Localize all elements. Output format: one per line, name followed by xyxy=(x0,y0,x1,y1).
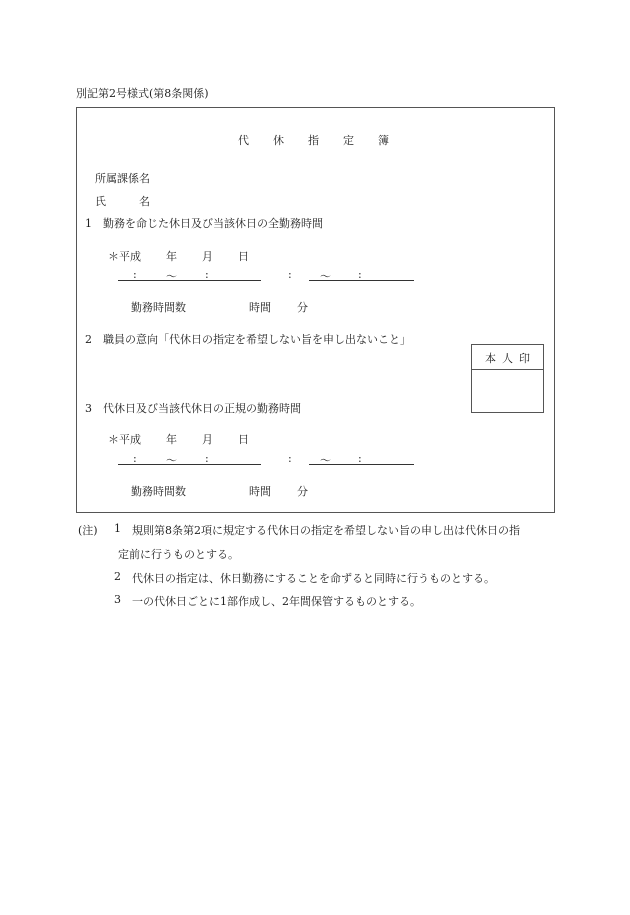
time-underline[interactable] xyxy=(309,280,414,281)
asterisk-marker: ＊ xyxy=(108,250,119,263)
note-text: 一の代休日ごとに1部作成し、2年間保管するものとする。 xyxy=(132,595,421,608)
day-label: 日 xyxy=(238,433,249,446)
year-label: 年 xyxy=(166,433,177,446)
time-separator: : xyxy=(288,452,292,465)
time-underline[interactable] xyxy=(118,464,261,465)
time-tilde: 〜 xyxy=(320,270,331,283)
hours-label: 時間 xyxy=(249,301,271,314)
year-label: 年 xyxy=(166,250,177,263)
time-colon: : xyxy=(133,452,137,465)
note-text: 規則第8条第2項に規定する代休日の指定を希望しない旨の申し出は代休日の指 xyxy=(132,524,520,537)
time-colon: : xyxy=(358,268,362,281)
time-tilde: 〜 xyxy=(166,454,177,467)
time-separator: : xyxy=(288,268,292,281)
time-colon: : xyxy=(133,268,137,281)
note-number: 2 xyxy=(114,570,121,583)
hours-label: 時間 xyxy=(249,485,271,498)
duration-label: 勤務時間数 xyxy=(131,485,186,498)
form-number: 別記第2号様式(第8条関係) xyxy=(76,87,209,100)
seal-label: 本人印 xyxy=(485,352,536,365)
minutes-label: 分 xyxy=(297,301,308,314)
time-colon: : xyxy=(205,452,209,465)
note-number: 1 xyxy=(114,522,121,535)
section1-heading: 1 勤務を命じた休日及び当該休日の全勤務時間 xyxy=(85,217,323,230)
time-underline[interactable] xyxy=(309,464,414,465)
time-tilde: 〜 xyxy=(320,454,331,467)
era-label: 平成 xyxy=(119,250,141,263)
seal-divider xyxy=(472,369,543,370)
month-label: 月 xyxy=(202,433,213,446)
minutes-label: 分 xyxy=(297,485,308,498)
form-title: 代休指定簿 xyxy=(238,134,413,147)
note-number: 3 xyxy=(114,593,121,606)
personal-seal-box[interactable] xyxy=(471,344,544,413)
era-label: 平成 xyxy=(119,433,141,446)
notes-label: (注) xyxy=(78,524,98,537)
department-label: 所属課係名 xyxy=(95,172,150,185)
time-colon: : xyxy=(358,452,362,465)
duration-label: 勤務時間数 xyxy=(131,301,186,314)
note-text: 代休日の指定は、休日勤務にすることを命ずると同時に行うものとする。 xyxy=(132,572,495,585)
section3-heading: 3 代休日及び当該代休日の正規の勤務時間 xyxy=(85,402,301,415)
time-colon: : xyxy=(205,268,209,281)
day-label: 日 xyxy=(238,250,249,263)
time-underline[interactable] xyxy=(118,280,261,281)
section2-heading: 2 職員の意向「代休日の指定を希望しない旨を申し出ないこと」 xyxy=(85,333,411,346)
note-text: 定前に行うものとする。 xyxy=(118,548,239,561)
name-label: 氏 名 xyxy=(95,195,150,208)
month-label: 月 xyxy=(202,250,213,263)
time-tilde: 〜 xyxy=(166,270,177,283)
asterisk-marker: ＊ xyxy=(108,433,119,446)
